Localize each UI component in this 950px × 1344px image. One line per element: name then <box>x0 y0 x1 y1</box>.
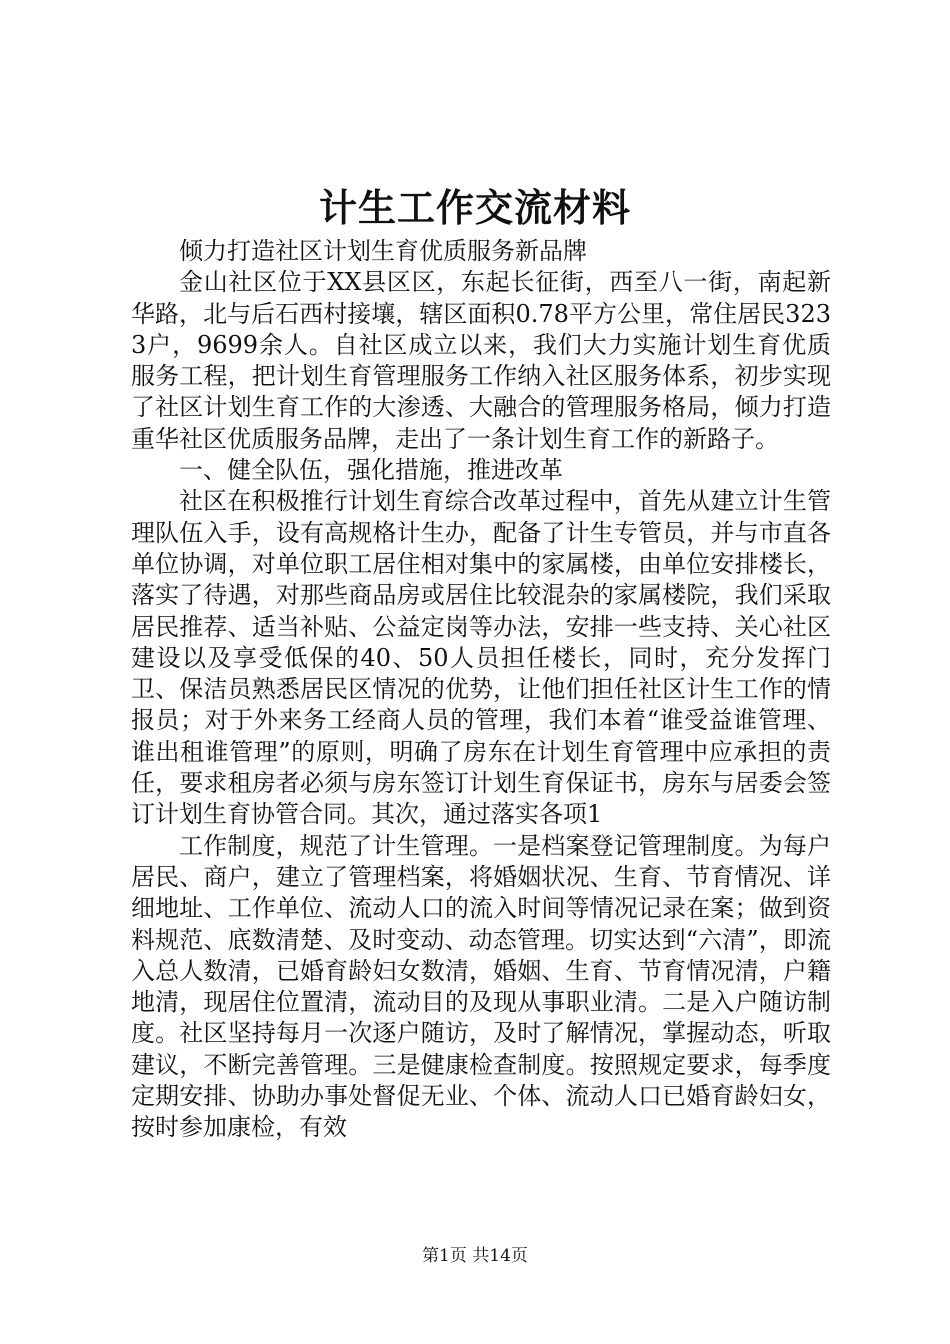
body-paragraph: 工作制度，规范了计生管理。一是档案登记管理制度。为每户居民、商户，建立了管理档案，将婚姻状况、生育、节育情况、详细地址、工作单位、流动人口的流入时间等情况记录在案；做到资料规范、底数清楚、及时变动、动态管理。切实达到“六清”，即流入总人数清，已婚育龄妇女数清，婚姻、生育、节育情况清，户籍地清，现居住位置清，流动目的及现从事职业清。二是入户随访制度。社区坚持每月一次逐户随访，及时了解情况，掌握动态，听取建议，不断完善管理。三是健康检查制度。按照规定要求，每季度定期安排、协助办事处督促无业、个体、流动人口已婚育龄妇女，按时参加康检，有效 <box>131 831 831 1142</box>
page-number-footer: 第1页 共14页 <box>422 1246 528 1266</box>
document-title: 计生工作交流材料 <box>318 185 631 230</box>
section-heading-1: 一、健全队伍，强化措施，推进改革 <box>179 456 563 485</box>
intro-paragraph: 金山社区位于XX县区区，东起长征街，西至八一街，南起新华路，北与后石西村接壤，辖区面积0.78平方公里，常住居民3233户，9699余人。自社区成立以来，我们大力实施计划生育优质服务工程，把计划生育管理服务工作纳入社区服务体系，初步实现了社区计划生育工作的大渗透、大融合的管理服务格局，倾力打造重华社区优质服务品牌，走出了一条计划生育工作的新路子。 <box>131 268 831 453</box>
subtitle-paragraph: 倾力打造社区计划生育优质服务新品牌 <box>179 237 587 265</box>
body-paragraph: 社区在积极推行计划生育综合改革过程中，首先从建立计生管理队伍入手，设有高规格计生办，配备了计生专管员，并与市直各单位协调，对单位职工居住相对集中的家属楼，由单位安排楼长，落实了待遇，对那些商品房或居住比较混杂的家属楼院，我们采取居民推荐、适当补贴、公益定岗等办法，安排一些支持、关心社区建设以及享受低保的40、50人员担任楼长，同时，充分发挥门卫、保洁员熟悉居民区情况的优势，让他们担任社区计生工作的情报员；对于外来务工经商人员的管理，我们本着“谁受益谁管理、谁出租谁管理”的原则，明确了房东在计划生育管理中应承担的责任，要求租房者必须与房东签订计划生育保证书，房东与居委会签订计划生育协管合同。其次，通过落实各项1 <box>131 487 831 829</box>
document-body <box>131 236 831 1144</box>
